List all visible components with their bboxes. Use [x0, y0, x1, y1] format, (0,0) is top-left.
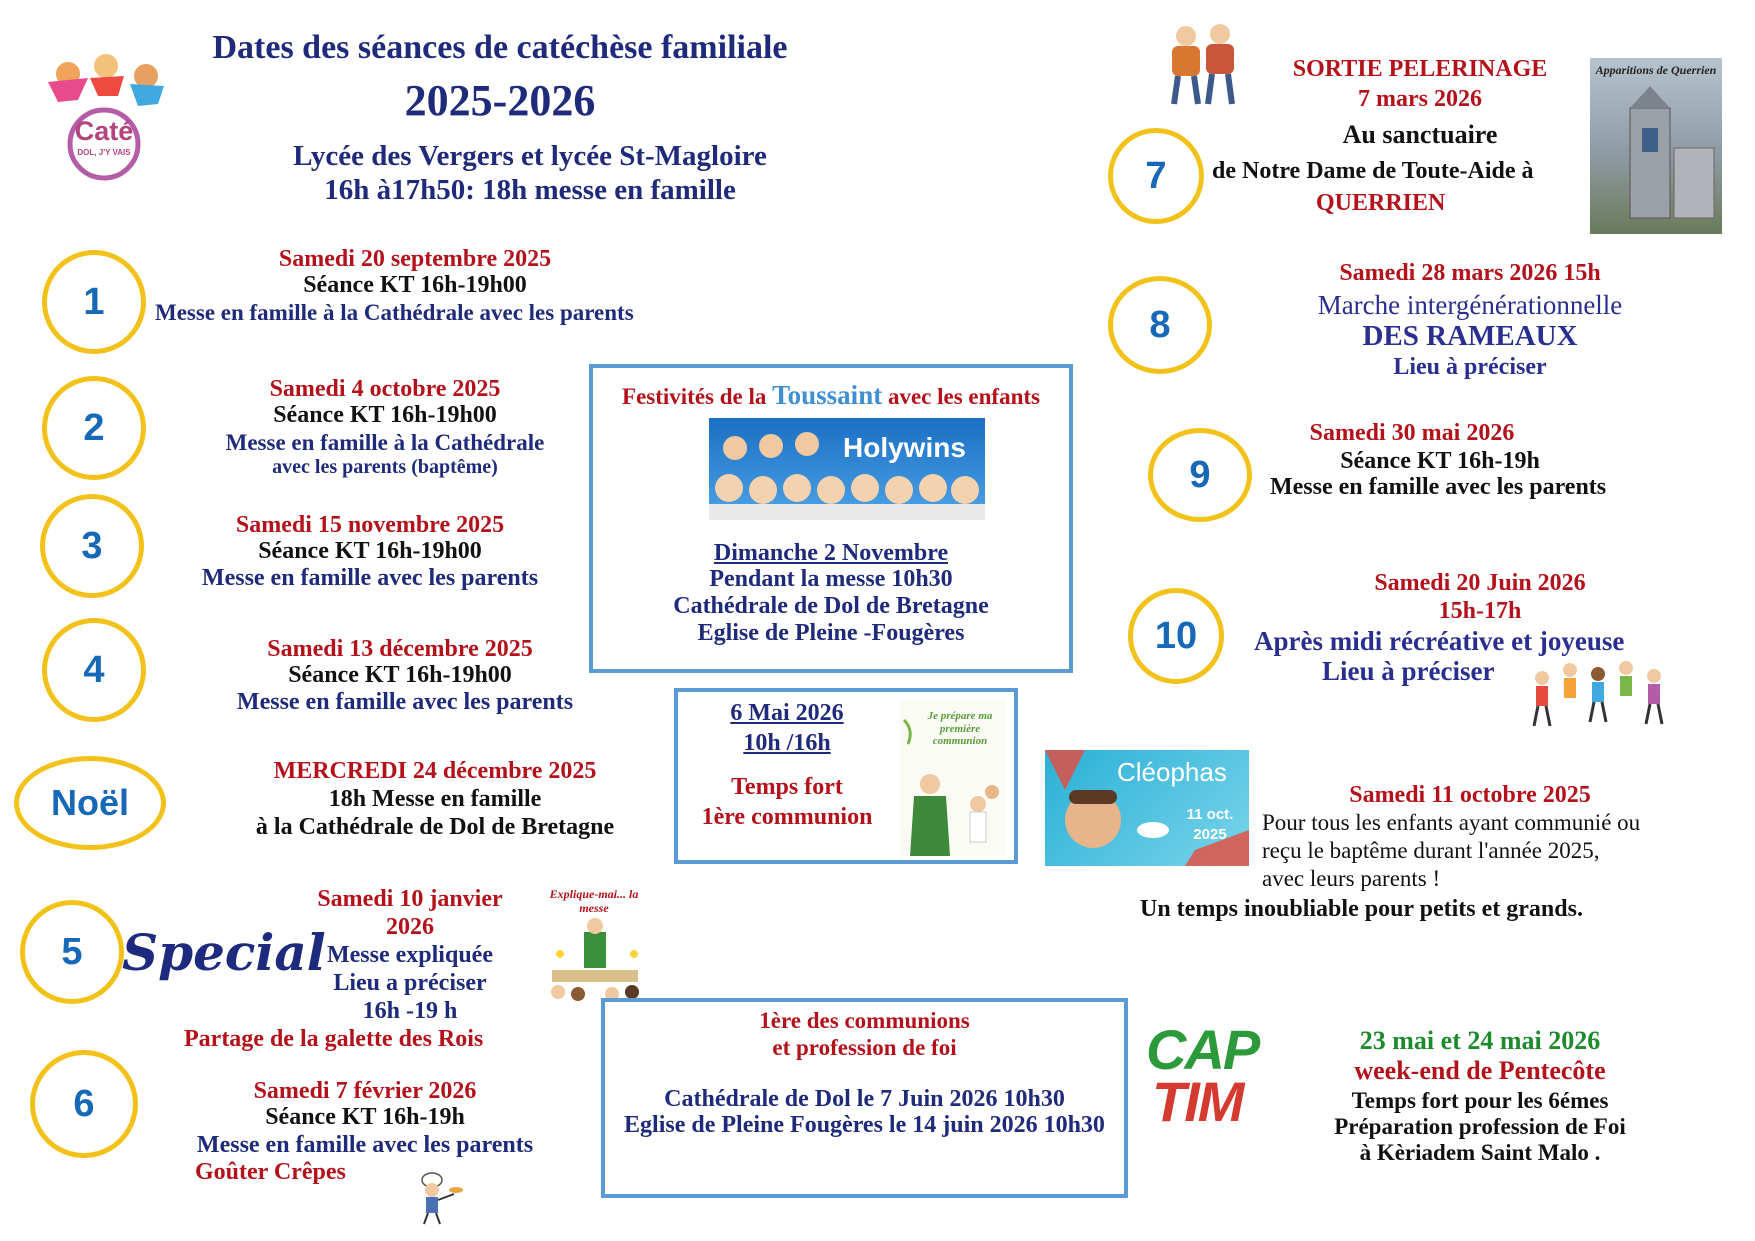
session-1-badge: 1 [42, 250, 146, 354]
session-8-line3: Lieu à préciser [1393, 354, 1547, 380]
captim-line1: Temps fort pour les 6émes [1351, 1088, 1609, 1113]
cleophas-banner-title: Cléophas [1117, 757, 1227, 787]
session-5-date-line1: Samedi 10 janvier [317, 886, 503, 912]
communion-priest-icon [900, 700, 1006, 856]
session-2-badge: 2 [42, 376, 146, 480]
first-communions-line2: et profession de foi [772, 1035, 957, 1060]
communion-day-line2: 1ère communion [701, 804, 873, 830]
session-3-kt: Séance KT 16h-19h00 [258, 538, 482, 564]
explique-messe-image [538, 888, 650, 1008]
session-2-mass-line1: Messe en famille à la Cathédrale [225, 430, 545, 455]
holywins-banner [709, 418, 985, 520]
session-1-mass: Messe en famille à la Cathédrale avec les parents [155, 300, 634, 325]
cate-logo-subtitle: DOL, J'Y VAIS [77, 148, 131, 157]
special-label: Special [122, 923, 326, 982]
session-5-line4: Partage de la galette des Rois [184, 1026, 484, 1052]
session-10-badge: 10 [1128, 588, 1224, 684]
communion-day-box [674, 688, 1018, 864]
session-9-kt: Séance KT 16h-19h [1340, 448, 1540, 474]
explique-messe-caption: Explique-mai... la messe [549, 888, 639, 915]
session-5-line2: Lieu a préciser [333, 970, 487, 996]
venue: Lycée des Vergers et lycée St-Magloire [293, 140, 767, 172]
toussaint-box [589, 364, 1073, 673]
first-communions-line1: 1ère des communions [759, 1008, 970, 1033]
communion-day-image [900, 700, 1006, 856]
session-3-mass: Messe en famille avec les parents [201, 565, 539, 591]
session-9-badge: 9 [1148, 428, 1252, 522]
captim-logo [1144, 1018, 1284, 1136]
child-candle-icon [1045, 750, 1249, 866]
session-5-badge: 5 [20, 900, 124, 1004]
holywins-banner-title: Holywins [843, 432, 966, 463]
toussaint-heading [593, 380, 1069, 411]
querrien-image-caption: Apparitions de Querrien [1595, 63, 1717, 77]
chef-crepe-icon [410, 1170, 466, 1226]
session-7-line3: QUERRIEN [1316, 190, 1446, 216]
cleophas-banner-date2: 2025 [1193, 826, 1227, 843]
christmas-line2: à la Cathédrale de Dol de Bretagne [255, 814, 615, 840]
session-8-badge: 8 [1108, 276, 1212, 374]
toussaint-date: Dimanche 2 Novembre [713, 540, 949, 566]
session-3-date: Samedi 15 novembre 2025 [235, 512, 505, 538]
first-communions-line4: Eglise de Pleine Fougères le 14 juin 2026 10h30 [624, 1112, 1105, 1138]
session-10-line2: Lieu à préciser [1322, 656, 1495, 686]
session-8-date: Samedi 28 mars 2026 15h [1339, 260, 1601, 286]
toussaint-line1: Pendant la messe 10h30 [709, 566, 953, 592]
session-9-mass: Messe en famille avec les parents [1270, 474, 1607, 500]
session-9-date: Samedi 30 mai 2026 [1309, 420, 1515, 446]
session-8-line2: DES RAMEAUX [1362, 320, 1578, 352]
cleophas-banner-date1: 11 oct. [1186, 806, 1234, 823]
page-title: Dates des séances de catéchèse familiale [212, 29, 788, 66]
captim-title: week-end de Pentecôte [1354, 1056, 1606, 1085]
cleophas-banner [1045, 750, 1249, 866]
toussaint-line3: Eglise de Pleine -Fougères [697, 620, 965, 646]
christmas-date: MERCREDI 24 décembre 2025 [273, 758, 597, 784]
captim-logo-top: CAP [1146, 1018, 1259, 1081]
session-10-line1: Après midi récréative et joyeuse [1254, 626, 1625, 656]
session-6-badge: 6 [30, 1050, 138, 1158]
toussaint-heading-pre: Festivités de la [622, 384, 773, 409]
chapel-icon [1590, 58, 1722, 234]
session-6-kt: Séance KT 16h-19h [265, 1104, 465, 1130]
toussaint-line2: Cathédrale de Dol de Bretagne [673, 593, 989, 619]
first-communions-box [601, 998, 1128, 1198]
christmas-badge: Noël [14, 756, 166, 850]
christmas-line1: 18h Messe en famille [328, 786, 542, 812]
toussaint-heading-word: Toussaint [772, 380, 883, 410]
communion-day-line1: Temps fort [731, 774, 843, 800]
session-1-kt: Séance KT 16h-19h00 [303, 272, 527, 298]
hours: 16h à17h50: 18h messe en famille [324, 174, 736, 206]
session-7-badge: 7 [1108, 128, 1204, 224]
priest-illustration-icon [538, 888, 650, 1008]
session-8-line1: Marche intergénérationnelle [1317, 290, 1623, 320]
session-6-extra: Goûter Crêpes [195, 1159, 346, 1185]
captim-line3: à Kèriadem Saint Malo . [1359, 1140, 1601, 1165]
session-4-kt: Séance KT 16h-19h00 [288, 662, 512, 688]
cleophas-line1: Pour tous les enfants ayant communié ou [1262, 810, 1641, 835]
session-6-mass: Messe en famille avec les parents [196, 1132, 534, 1158]
page-year: 2025-2026 [404, 76, 596, 125]
session-6-date: Samedi 7 février 2026 [253, 1078, 477, 1104]
captim-line2: Préparation profession de Foi [1334, 1114, 1626, 1139]
captim-logo-bottom: TIM [1152, 1070, 1243, 1133]
communion-day-date: 6 Mai 2026 [730, 700, 844, 726]
session-4-date: Samedi 13 décembre 2025 [267, 636, 533, 662]
session-5-line1: Messe expliquée [327, 942, 493, 968]
cate-logo-title: Caté [74, 116, 134, 146]
session-5-date-line2: 2026 [386, 914, 434, 940]
session-3-badge: 3 [40, 494, 144, 598]
saints-group-icon [709, 418, 985, 520]
session-2-date: Samedi 4 octobre 2025 [269, 376, 501, 402]
session-5-line3: 16h -19 h [362, 998, 458, 1024]
toussaint-heading-post: avec les enfants [882, 384, 1040, 409]
session-1-date: Samedi 20 septembre 2025 [278, 246, 552, 272]
cleophas-line3: avec leurs parents ! [1262, 866, 1441, 891]
session-10-date: Samedi 20 Juin 2026 [1374, 570, 1586, 596]
communion-day-image-caption: Je prépare ma première communion [927, 710, 993, 748]
communion-day-time: 10h /16h [743, 730, 831, 756]
cleophas-line4: Un temps inoubliable pour petits et grands. [1140, 896, 1583, 922]
captim-date: 23 mai et 24 mai 2026 [1359, 1026, 1601, 1055]
cleophas-line2: reçu le baptême durant l'année 2025, [1262, 838, 1600, 863]
cate-logo [38, 52, 168, 182]
session-7-date: 7 mars 2026 [1358, 86, 1482, 112]
session-2-mass-line2: avec les parents (baptême) [272, 456, 498, 478]
session-4-badge: 4 [42, 618, 146, 722]
session-7-line2: de Notre Dame de Toute-Aide à [1212, 158, 1534, 184]
session-7-line1: Au sanctuaire [1342, 120, 1498, 149]
querrien-image [1590, 58, 1722, 234]
session-4-mass: Messe en famille avec les parents [236, 689, 574, 715]
jumping-kids-icon [1528, 660, 1674, 740]
session-2-kt: Séance KT 16h-19h00 [273, 402, 497, 428]
cleophas-date: Samedi 11 octobre 2025 [1349, 782, 1591, 808]
first-communions-line3: Cathédrale de Dol le 7 Juin 2026 10h30 [664, 1086, 1065, 1112]
session-7-title: SORTIE PELERINAGE [1292, 56, 1548, 82]
session-10-time: 15h-17h [1438, 598, 1522, 624]
hikers-icon [1158, 18, 1250, 110]
